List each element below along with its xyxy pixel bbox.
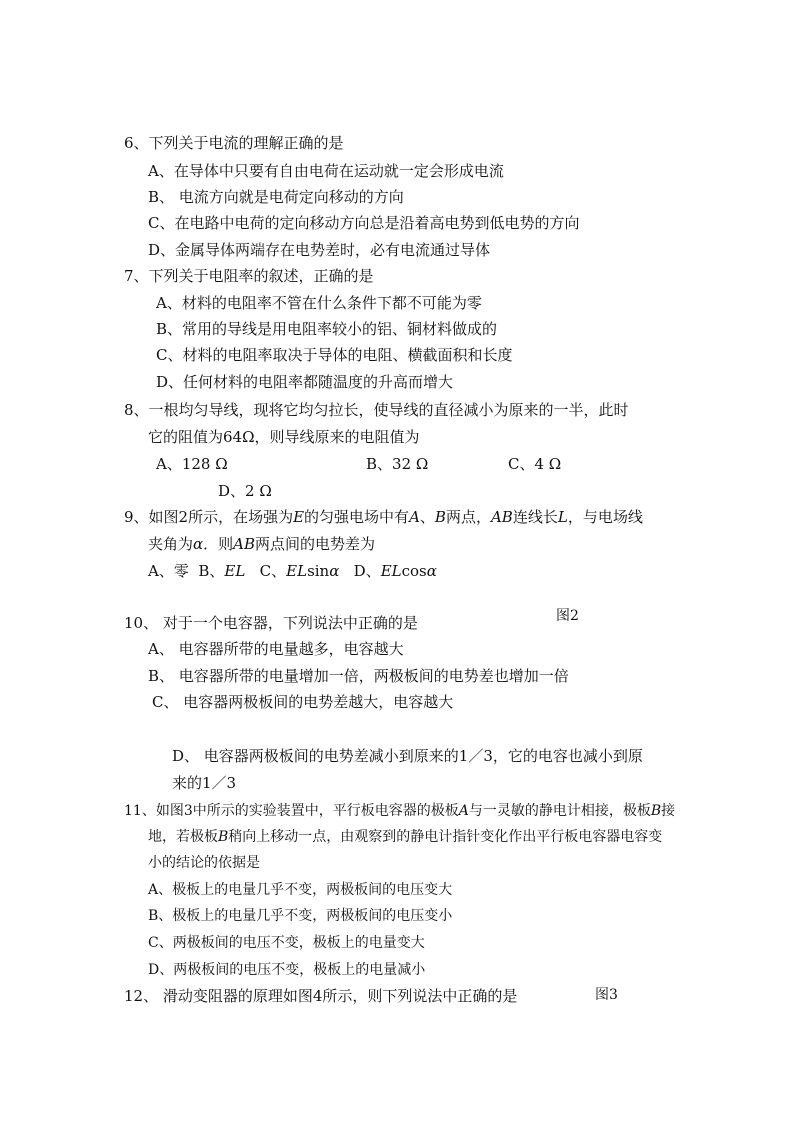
- q9-options: [148, 561, 437, 581]
- figure-3-label: 图3: [595, 987, 618, 1003]
- q9-option-d: D、ELcosα: [353, 562, 437, 580]
- q6-option-d: D、金属导体两端存在电势差时，必有电流通过导体: [148, 241, 491, 259]
- figure-2-label: 图2: [556, 608, 579, 624]
- q10-option-c: C、 电容器两极板间的电势差越大，电容越大: [152, 693, 454, 711]
- q8-option-a: A、128 Ω: [156, 455, 228, 473]
- q7-option-a: A、材料的电阻率不管在什么条件下都不可能为零: [156, 294, 482, 312]
- q10-option-d-line2: 来的1／3: [172, 774, 237, 792]
- q12-stem: 12、 滑动变阻器的原理如图4所示，则下列说法中正确的是: [124, 987, 518, 1005]
- q11-option-d: D、两极板间的电压不变，极板上的电量减小: [148, 962, 426, 978]
- q8-stem-line1: 8、一根均匀导线，现将它均匀拉长，使导线的直径减小为原来的一半，此时: [124, 401, 629, 419]
- q11-stem-line1: 11、如图3中所示的实验装置中，平行板电容器的极板A与一灵敏的静电计相接，极板B接: [124, 803, 676, 819]
- q10-stem: 10、 对于一个电容器，下列说法中正确的是: [124, 614, 418, 632]
- q11-option-b: B、极板上的电量几乎不变，两极板间的电压变小: [148, 908, 453, 924]
- q8-option-c: C、4 Ω: [508, 455, 562, 473]
- q11-option-c: C、两极板间的电压不变，极板上的电量变大: [148, 935, 425, 951]
- q8-option-b: B、32 Ω: [366, 455, 429, 473]
- q6-option-a: A、在导体中只要有自由电荷在运动就一定会形成电流: [148, 162, 504, 180]
- q10-option-b: B、 电容器所带的电量增加一倍，两极板间的电势差也增加一倍: [148, 667, 569, 685]
- q7-option-b: B、常用的导线是用电阻率较小的铝、铜材料做成的: [156, 320, 498, 338]
- q9-number: 9、: [124, 508, 149, 526]
- q6-option-c: C、在电路中电荷的定向移动方向总是沿着高电势到低电势的方向: [148, 214, 580, 232]
- q11-option-a: A、极板上的电量几乎不变，两极板间的电压变大: [148, 882, 453, 898]
- q9-stem-line1: 9、如图2所示，在场强为E的匀强电场中有A、B两点，AB连线长L，与电场线: [124, 508, 643, 526]
- q9-option-c: C、ELsinα: [259, 562, 340, 580]
- q8-stem-line2: 它的阻值为64Ω，则导线原来的电阻值为: [148, 428, 420, 446]
- q10-option-d-line1: D、 电容器两极板间的电势差减小到原来的1／3，它的电容也减小到原: [172, 747, 643, 765]
- q11-stem-line2: 地，若极板B稍向上移动一点，由观察到的静电计指针变化作出平行板电容器电容变: [148, 829, 663, 845]
- q9-stem-line2: 夹角为α．则AB两点间的电势差为: [148, 535, 376, 553]
- q8-option-d: D、2 Ω: [218, 482, 272, 500]
- q7-option-d: D、任何材料的电阻率都随温度的升高而增大: [156, 373, 454, 391]
- q9-option-b: B、EL: [198, 562, 246, 580]
- q10-option-a: A、 电容器所带的电量越多，电容越大: [148, 640, 404, 658]
- q6-option-b: B、 电流方向就是电荷定向移动的方向: [148, 188, 404, 206]
- q6-stem: 6、下列关于电流的理解正确的是: [124, 134, 344, 152]
- q9-option-a: A、零: [148, 562, 189, 580]
- q11-stem-line3: 小的结论的依据是: [148, 855, 260, 871]
- q7-option-c: C、材料的电阻率取决于导体的电阻、横截面积和长度: [156, 346, 513, 364]
- q7-stem: 7、下列关于电阻率的叙述，正确的是: [124, 267, 374, 285]
